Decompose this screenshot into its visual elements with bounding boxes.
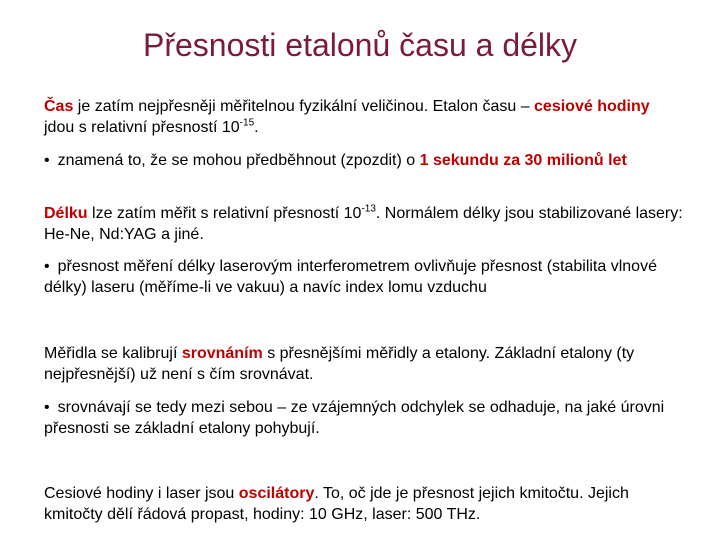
bullet-icon: •: [44, 258, 50, 275]
highlight-time: Čas: [44, 98, 74, 115]
bullet-icon: •: [44, 152, 50, 169]
paragraph-oscillators: [44, 483, 684, 525]
text-segment: jdou s relativní přesností 10: [44, 119, 240, 136]
text-segment: . To, oč jde je přesnost jejich kmitočtu. Jejich kmitočty dělí řádová propast, hodiny: 10 GHz, laser: 500 THz.: [44, 485, 629, 523]
text-segment: je zatím nejpřesněji měřitelnou fyzikální veličinou. Etalon času –: [73, 98, 535, 115]
paragraph-length-precision: [44, 203, 684, 245]
text-segment: Měřidla se kalibrují: [44, 345, 182, 362]
exponent: -15: [239, 117, 255, 129]
paragraph-time-precision: [44, 96, 684, 138]
bullet-icon: •: [44, 399, 50, 416]
text-segment: .: [254, 119, 259, 136]
text-segment: přesnost měření délky laserovým interferometrem ovlivňuje přesnost (stabilita vlnové délky) laseru (měříme-li ve vakuu) a navíc index lomu vzduchu: [44, 258, 657, 296]
highlight-oscillators: oscilátory: [238, 485, 315, 502]
text-segment: znamená to, že se mohou předběhnout (zpozdit) o: [57, 152, 420, 169]
exponent: -13: [361, 203, 376, 215]
text-segment: . Normálem délky jsou stabilizované lasery: He-Ne, Nd:YAG a jiné.: [44, 205, 683, 243]
highlight-drift: 1 sekundu za 30 milionů let: [419, 152, 627, 169]
highlight-length: Délku: [44, 205, 88, 222]
text-segment: Cesiové hodiny i laser jsou: [44, 485, 239, 502]
slide-title: Přesnosti etalonů času a délky: [142, 27, 578, 63]
text-segment: srovnávají se tedy mezi sebou – ze vzájemných odchylek se odhaduje, na jaké úrovni přesnosti se základní etalony pohybují.: [44, 399, 665, 437]
highlight-cesium-clock: cesiové hodiny: [534, 98, 650, 115]
bullet-interferometer: [44, 256, 684, 298]
bullet-time-drift: [44, 150, 684, 171]
text-segment: lze zatím měřit s relativní přesností 10: [87, 205, 362, 222]
text-segment: s přesnějšími měřidly a etalony. Základní etalony (ty nejpřesnější) už není s čím srovnávat.: [44, 345, 635, 383]
highlight-comparison: srovnáním: [181, 345, 263, 362]
bullet-comparison: [44, 397, 684, 439]
paragraph-calibration: [44, 343, 684, 385]
